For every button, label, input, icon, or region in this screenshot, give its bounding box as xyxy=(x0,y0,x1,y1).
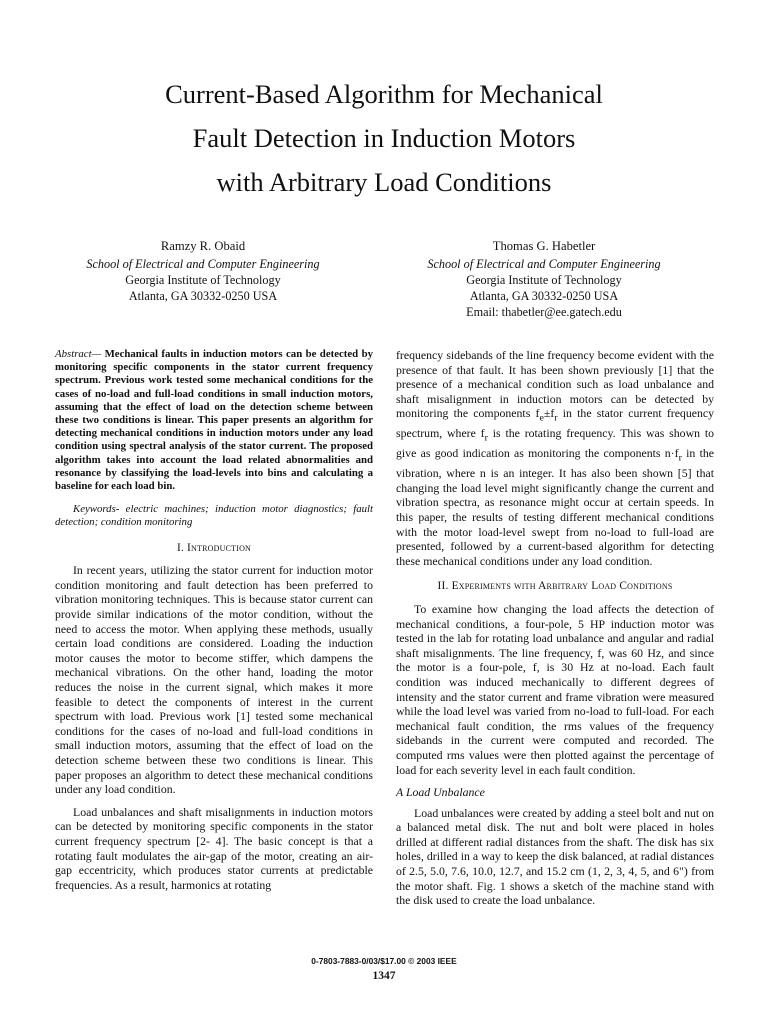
author-address: Atlanta, GA 30332-0250 USA xyxy=(128,289,278,303)
left-column xyxy=(55,348,373,892)
author-department: School of Electrical and Computer Engineering xyxy=(86,257,320,271)
subscript: r xyxy=(554,412,558,424)
intro-continuation: frequency sidebands of the line frequency become evident with the presence of that fault. It has been shown previously [1] that the presence of a mechanical condition such as load unbalance and shaft misalignment in induction motors can be detected by monitoring the components $f_e\pm f_r$ in the stator current frequency spectrum, where $f_r$ is the rotating frequency. This was shown to give as good indication as monitoring the components $n\cdot f_r$ in the vibration, where n is an integer. It has also been shown [5] that changing the load level might significantly change the current and vibration spectra, as resonance might occur at certain speeds. In this paper, the results of testing different mechanical conditions with the motor load-level swept from no-load to full-load are presented, followed by a current-based algorithm for detecting these mechanical conditions under any load condition. xyxy=(396,348,715,568)
author-institution: Georgia Institute of Technology xyxy=(466,273,622,287)
experiments-paragraph: To examine how changing the load affects the detection of mechanical conditions, a four-pole, 5 HP induction motor was tested in the lab for rotating load unbalance and angular and radial shaft misalignments. The line frequency, f, was 60 Hz, and since the motor is a four-pole, f, is 30 Hz at no-load. Each fault condition was induced mechanically to different degrees of intensity and the stator current and frame vibration were measured while the load level was varied from no-load to full-load. For each mechanical fault condition, the rms values of the frequency sidebands in the current were computed and recorded. The computed rms values were then plotted against the percentage of load for each severity level in each fault condition. xyxy=(396,601,714,777)
title-line-2: Fault Detection in Induction Motors xyxy=(192,123,576,153)
load-unbalance-paragraph: Load unbalances were created by adding a steel bolt and nut on a balanced metal disk. The nut and bolt were placed in holes drilled at different radial distances from the shaft. The disk has six holes, drilled in a way to keep the disk balanced, at radial distances of 2.5, 5.0, 7.6, 10.0, 12.7, and 15.2 cm (1, 2, 3, 4, 5, and 6") from the motor shaft. Fig. 1 shows a sketch of the machine stand with the disk used to create the load unbalance. xyxy=(396,805,714,908)
author-name: Ramzy R. Obaid xyxy=(160,239,246,253)
abstract-text: Mechanical faults in induction motors can be detected by monitoring specific components in the stator current frequency spectrum. Previous work tested some mechanical conditions for the cases of no-load and full-load conditions in small induction motors, assuming that the effect of load on the detection scheme between these two conditions is linear. This paper presents an algorithm for detecting mechanical conditions in induction motors under any load condition using spectral analysis of the stator current. The proposed algorithm takes into account the load related abnormalities and resonance by classifying the load-levels into bins and calculating a baseline for each load bin. xyxy=(55,348,373,493)
author-institution: Georgia Institute of Technology xyxy=(125,273,281,287)
author-name: Thomas G. Habetler xyxy=(492,239,596,253)
intro-paragraph-1: In recent years, utilizing the stator current for induction motor condition monitoring and fault detection has been preferred to vibration monitoring techniques. This is because stator current can provide similar indications of the motor condition, without the need to access the motor. When applying these methods, usually certain load conditions are considered. Loading the induction motor causes the motor to become stiffer, which dampens the mechanical vibrations. On the other hand, loading the motor reduces the noise in the current signal, which makes it more feasible to detect the components of interest in the current spectrum with load. Previous work [1] tested some mechanical conditions for the cases of no-load and full-load conditions in small induction motors, assuming that the effect of load on the detection scheme between these two conditions is linear. This paper proposes an algorithm to detect these mechanical conditions under any load condition. xyxy=(55,563,373,797)
subsection-heading-load-unbalance: A Load Unbalance xyxy=(396,785,485,800)
section-heading-experiments: II. Experiments with Arbitrary Load Conditions xyxy=(437,580,673,593)
subscript: r xyxy=(678,452,682,464)
author-block-2 xyxy=(394,238,694,320)
right-column xyxy=(396,348,714,908)
abstract xyxy=(55,348,373,493)
title-line-3: with Arbitrary Load Conditions xyxy=(216,167,552,197)
author-block-1 xyxy=(53,238,353,304)
paper-title xyxy=(0,72,768,204)
intro-continuation-text: in the stator current frequency spectrum, where f xyxy=(396,406,714,441)
intro-continuation-text: is the rotating frequency. This was shown to give as good indication as monitoring the components n·f xyxy=(396,426,715,461)
intro-paragraph-2: Load unbalances and shaft misalignments in induction motors can be detected by monitoring specific components in the stator current frequency spectrum [2- 4]. The basic concept is that a rotating fault modulates the air-gap of the motor, creating an air-gap eccentricity, which produces stator currents at predictable frequencies. As a result, harmonics at rotating xyxy=(55,804,373,892)
author-email: Email: thabetler@ee.gatech.edu xyxy=(466,305,622,319)
section-heading-introduction: I. Introduction xyxy=(176,541,252,554)
author-department: School of Electrical and Computer Engineering xyxy=(427,257,661,271)
author-address: Atlanta, GA 30332-0250 USA xyxy=(469,289,619,303)
subscript: r xyxy=(484,432,488,444)
title-line-1: Current-Based Algorithm for Mechanical xyxy=(165,79,603,109)
page-number: 1347 xyxy=(372,970,396,982)
abstract-label: Abstract— xyxy=(55,348,102,360)
keywords: Keywords- electric machines; induction motor diagnostics; fault detection; condition monitoring xyxy=(55,503,373,529)
intro-continuation-text: frequency sidebands of the line frequency become evident with the presence of that fault. It has been shown previously [1] that the presence of a mechanical condition such as load unbalance and shaft misalignment in induction motors can be detected by monitoring the components f xyxy=(396,348,714,421)
subscript: e xyxy=(539,412,544,424)
intro-continuation-text: in the vibration, where n is an integer. It has also been shown [5] that changing the load level might significantly change the current and vibration spectra, as resonance might occur at certain speeds. In this paper, the results of testing different mechanical conditions with the motor load-level swept from no-load to full-load are presented, followed by a current-based algorithm for detecting these mechanical conditions under any load condition. xyxy=(396,446,714,568)
copyright-line: 0-7803-7883-0/03/$17.00 © 2003 IEEE xyxy=(311,956,457,966)
symbol: ± xyxy=(543,406,551,421)
